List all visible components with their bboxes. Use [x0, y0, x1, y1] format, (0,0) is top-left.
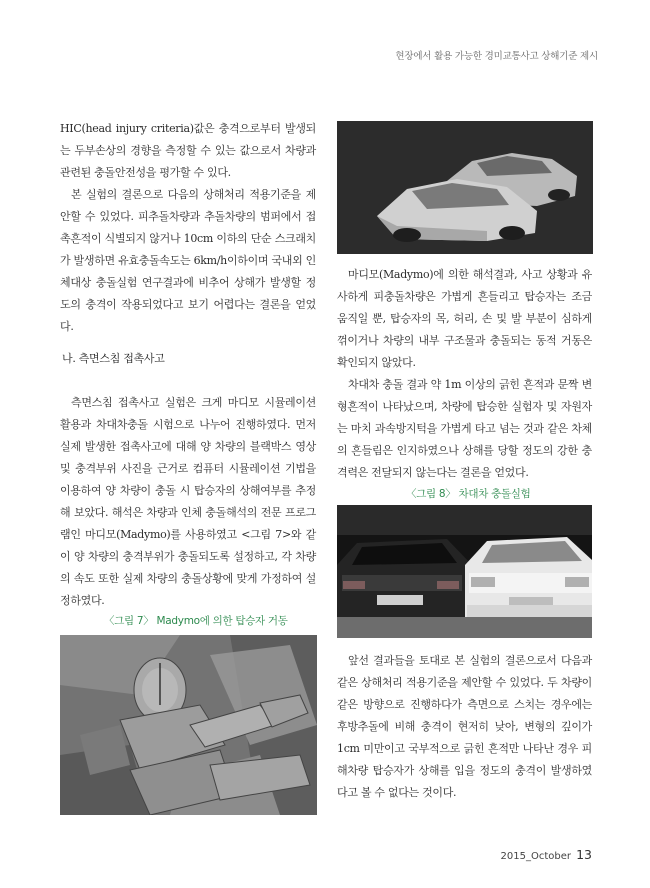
left-paragraph-1: HIC(head injury criteria)값은 충격으로부터 발생되는 두부손상의 경향을 측정할 수 있는 값으로서 차량과 관련된 충돌안전성을 평가할 수 있다.: [60, 122, 316, 179]
right-paragraph-2: 차대차 충돌 결과 약 1m 이상의 긁힌 흔적과 문짝 변형흔적이 나타났으며, 차량에 탑승한 실험자 및 자원자는 마치 과속방지턱을 가볍게 타고 넘는 것과 같은 차체의 흔들림은 인지하였으나 상해를 당할 정도의 강한 충격력은 전달되지 않는다는 결론을 얻었다.: [337, 378, 592, 479]
crash-test-photo-illustration: [337, 505, 592, 638]
page-footer: [501, 844, 592, 863]
left-paragraph-2: 본 실험의 결론으로 다음의 상해처리 적용기준을 제안할 수 있었다. 피추돌차량과 추돌차량의 범퍼에서 접촉흔적이 식별되지 않거나 10cm 이하의 단순 스크래치가 발생하면 유효충돌속도는 6km/h이하이며 국내외 인체대상 충돌실험 연구결과에 비추어 상해가 발생할 정도의 충격이 작용되었다고 보기 어렵다는 결론을 얻었다.: [60, 188, 316, 333]
right-column: [337, 264, 592, 484]
page-number: 13: [576, 847, 592, 862]
section-heading: 나. 측면스침 접촉사고: [62, 352, 165, 365]
left-paragraph-3: 측면스침 접촉사고 실험은 크게 마디모 시뮬레이션 활용과 차대차충돌 시험으로 나누어 진행하였다. 먼저 실제 발생한 접촉사고에 대해 양 차량의 블랙박스 영상 및 충격부위 사진을 근거로 컴퓨터 시뮬레이션 기법을 이용하여 양 차량이 충돌 시 탑승자의 상해여부를 추정해 보았다. 해석은 차량과 인체 충돌해석의 전문 프로그램인 마디모(Madymo)를 사용하였고 <그림 7>와 같이 양 차량의 충격부위가 충돌되도록 설정하고, 각 차량의 속도 또한 실제 차량의 충돌상황에 맞게 가정하여 설정하였다.: [60, 396, 316, 607]
madymo-simulation-illustration: [60, 635, 317, 815]
figure-car-simulation: [337, 121, 593, 254]
left-column: [60, 118, 316, 338]
page-header: [0, 0, 650, 62]
figure8-caption: 〈그림 8〉 차대차 충돌실험: [406, 488, 531, 500]
right-paragraph-1: 마디모(Madymo)에 의한 해석결과, 사고 상황과 유사하게 피충돌차량은 가볍게 흔들리고 탑승자는 조금 움직일 뿐, 탑승자의 목, 허리, 손 및 발 부분이 심하게 꺾이거나 차량의 내부 구조물과 충돌되는 동적 거동은 확인되지 않았다.: [337, 268, 592, 369]
left-column-lower: [60, 392, 316, 612]
figure7-image: [60, 635, 317, 815]
right-paragraph-3: 앞선 결과들을 토대로 본 실험의 결론으로서 다음과 같은 상해처리 적용기준을 제안할 수 있었다. 두 차량이 같은 방향으로 진행하다가 측면으로 스치는 경우에는 후방추돌에 비해 충격이 현저히 낮아, 변형의 깊이가 1cm 미만이고 국부적으로 긁힌 흔적만 나타난 경우 피해차량 탑승자가 상해를 입을 정도의 충격이 발생하였다고 볼 수 없다는 것이다.: [337, 654, 592, 799]
running-title: 현장에서 활용 가능한 경미교통사고 상해기준 제시: [395, 51, 598, 62]
right-column-lower: [337, 650, 592, 804]
figure8-image: [337, 505, 592, 638]
car-simulation-illustration: [337, 121, 593, 254]
figure7-caption: 〈그림 7〉 Madymo에 의한 탑승자 거동: [104, 615, 288, 627]
issue-date: 2015_October: [500, 851, 571, 862]
